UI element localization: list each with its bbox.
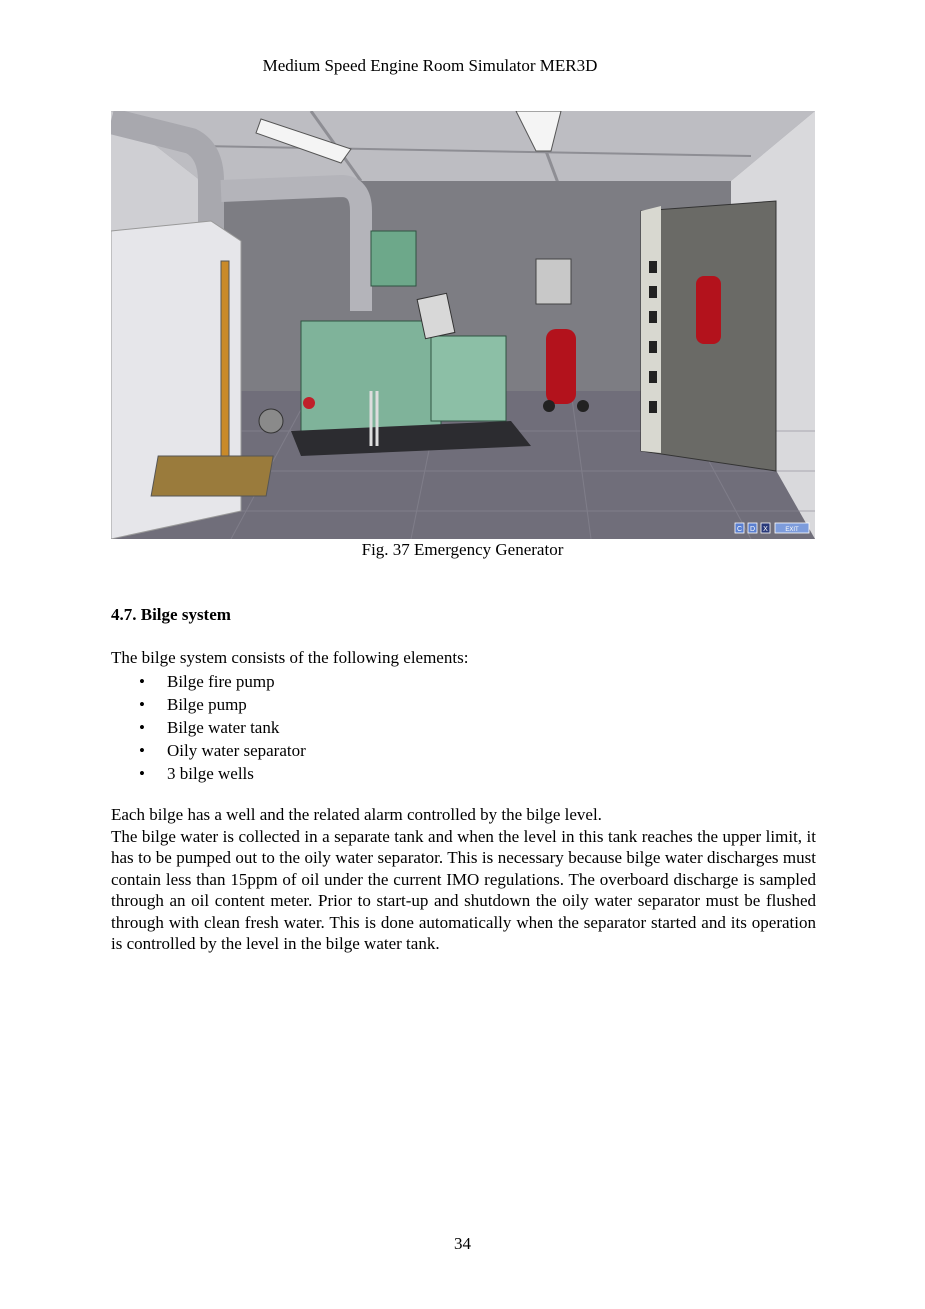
x-button[interactable]: X <box>763 526 768 533</box>
bullet-icon: • <box>139 672 145 691</box>
page-number: 34 <box>454 1234 471 1253</box>
list-item: • Bilge fire pump <box>139 672 275 691</box>
list-item: • Oily water separator <box>139 741 306 760</box>
exit-button[interactable]: EXIT <box>785 527 799 533</box>
valve-handle <box>303 397 315 409</box>
list-item: • Bilge water tank <box>139 718 280 737</box>
figure-caption: Fig. 37 Emergency Generator <box>361 540 564 559</box>
c-button[interactable]: C <box>736 526 743 533</box>
section-intro: The bilge system consists of the following elements: <box>111 648 469 667</box>
tank-tray <box>151 456 273 496</box>
page-header: Medium Speed Engine Room Simulator MER3D <box>262 56 598 75</box>
wheeled-extinguisher <box>546 329 576 404</box>
bullet-icon: • <box>139 718 145 737</box>
d-button[interactable]: D <box>749 526 756 533</box>
paragraph: Each bilge has a well and the related alarm controlled by the bilge level. <box>111 805 602 824</box>
bullet-icon: • <box>139 741 145 760</box>
wall-extinguisher <box>696 276 721 344</box>
level-gauge <box>221 261 229 471</box>
bullet-icon: • <box>139 695 145 714</box>
emergency-generator-figure <box>111 111 815 539</box>
generator-control-box <box>371 231 416 286</box>
bullet-icon: • <box>139 764 145 783</box>
paragraph: The bilge water is collected in a separate tank and when the level in this tank reaches the upper limit, it has to be pumped out to the oily water separator. This is necessary because bilge water discharges must contain less than 15ppm of oil under the current IMO regulations. The overboard discharge is sampled through an oil content meter. Prior to start-up and shutdown the oily water separator must be flushed through with clean fresh water. This is done automatically when the separator started and its operation is controlled by the level in the bilge water tank. <box>111 826 816 953</box>
section-heading: 4.7. Bilge system <box>111 605 231 624</box>
valve <box>259 409 283 433</box>
section-body <box>111 804 816 955</box>
list-item: • Bilge pump <box>139 695 247 714</box>
alternator <box>431 336 506 421</box>
list-item: • 3 bilge wells <box>139 764 254 783</box>
wall-switch-box <box>536 259 571 304</box>
bilge-elements-list <box>111 670 306 785</box>
